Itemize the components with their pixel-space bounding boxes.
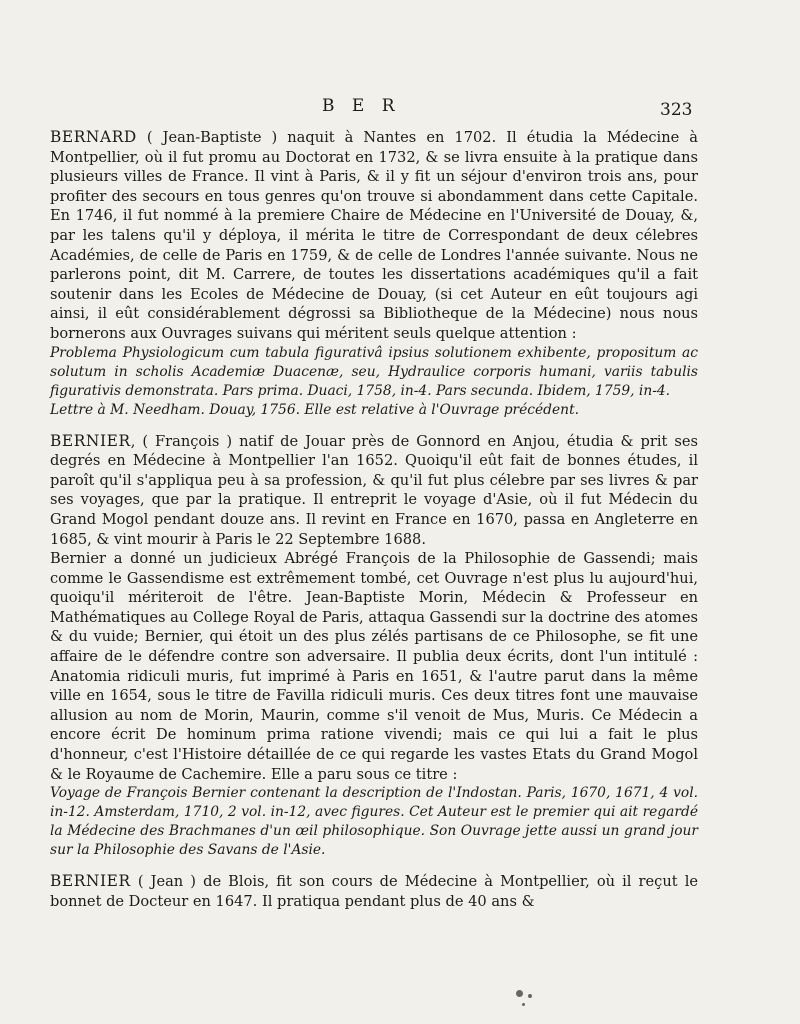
entry-headword: BERNIER [50, 872, 131, 891]
entry-bernier-francois [50, 432, 698, 550]
entry-bernier-jean [50, 872, 698, 911]
ink-stain [516, 990, 523, 997]
running-head: B E R [322, 96, 401, 116]
entry-headword: BERNIER [50, 431, 131, 450]
entry-paragraph: Bernier a donné un judicieux Abrégé François de la Philosophie de Gassendi; mais comme le Gassendisme est extrêmement tombé, cet Ouvrage n'est plus lu aujourd'hui, quoiqu'il mériteroit de l'être. Jean-Baptiste Morin, Médecin & Professeur en Mathématiques au College Royal de Paris, attaqua Gassendi sur la doctrine des atomes & du vuide; Bernier, qui étoit un des plus zélés partisans de ce Philosophe, se fit une affaire de le défendre contre son adversaire. Il publia deux écrits, dont l'un intitulé : Anatomia ridiculi muris, fut imprimé à Paris en 1651, & l'autre parut dans la même ville en 1654, sous le titre de Favilla ridiculi muris. Ces deux titres font une mauvaise allusion au nom de Morin, Maurin, comme s'il venoit de Mus, Muris. Ce Médecin a encore écrit De hominum prima ratione vivendi; mais ce qui lui a fait le plus d'honneur, c'est l'Histoire détaillée de ce qui regarde les vastes Etats du Grand Mogol & le Royaume de Cachemire. Elle a paru sous ce titre : [50, 550, 698, 783]
entry-body: ( Jean ) de Blois, fit son cours de Médecine à Montpellier, où il reçut le bonnet de Docteur en 1647. Il pratiqua pendant plus de 40 ans & [50, 873, 699, 910]
entry-body: , ( François ) natif de Jouar près de Gonnord en Anjou, étudia & prit ses degrés en Médecine à Montpellier l'an 1652. Quoiqu'il eût fait de bonnes études, il paroît qu'il s'appliqua peu à sa profession, & qu'il fut plus célebre par ses livres & par ses voyages, que par la pratique. Il entreprit le voyage d'Asie, où il fut Médecin du Grand Mogol pendant douze ans. Il revint en France en 1670, passa en Angleterre en 1685, & vint mourir à Paris le 22 Septembre 1688. [50, 432, 698, 548]
entry-headword: BERNARD [50, 128, 137, 146]
work-citation: Problema Physiologicum cum tabula figurativâ ipsius solutionem exhibente, propositum ac solutum in scholis Academiæ Duacenæ, seu, Hydraulice corporis humani, variis tabulis figurativis demonstrata. Pars prima. Duaci, 1758, in-4. Pars secunda. Ibidem, 1759, in-4. [50, 344, 698, 399]
ink-stain [522, 1003, 525, 1006]
work-citation: Voyage de François Bernier contenant la description de l'Indostan. Paris, 1670, 1671, 4 vol. in-12. Amsterdam, 1710, 2 vol. in-12, avec figures. Cet Auteur est le premier qui ait regardé la Médecine des Brachmanes d'un œil philosophique. Son Ouvrage jette aussi un grand jour sur la Philosophie des Savans de l'Asie. [50, 785, 698, 859]
work-citation: Lettre à M. Needham. Douay, 1756. Elle est relative à l'Ouvrage précédent. [50, 401, 579, 418]
page-text [50, 128, 698, 911]
entry-bernard-jean-baptiste [50, 128, 698, 344]
ink-stain [528, 994, 532, 998]
page-number: 323 [660, 100, 693, 120]
entry-body: ( Jean-Baptiste ) naquit à Nantes en 1702. Il étudia la Médecine à Montpellier, où il fut promu au Doctorat en 1732, & se livra ensuite à la pratique dans plusieurs villes de France. Il vint à Paris, & il y fit un séjour d'environ trois ans, pour profiter des secours en tous genres qu'on trouve si abondamment dans cette Capitale. En 1746, il fut nommé à la premiere Chaire de Médecine en l'Université de Douay, &, par les talens qu'il y déploya, il mérita le titre de Correspondant de deux célebres Académies, de celle de Paris en 1759, & de celle de Londres l'année suivante. Nous ne parlerons point, dit M. Carrere, de toutes les dissertations académiques qu'il a fait soutenir dans les Ecoles de Médecine de Douay, (si cet Auteur en eût toujours agi ainsi, il eût considérablement dégrossi sa Bibliotheque de la Médecine) nous nous bornerons aux Ouvrages suivans qui méritent seuls quelque attention : [50, 129, 699, 342]
